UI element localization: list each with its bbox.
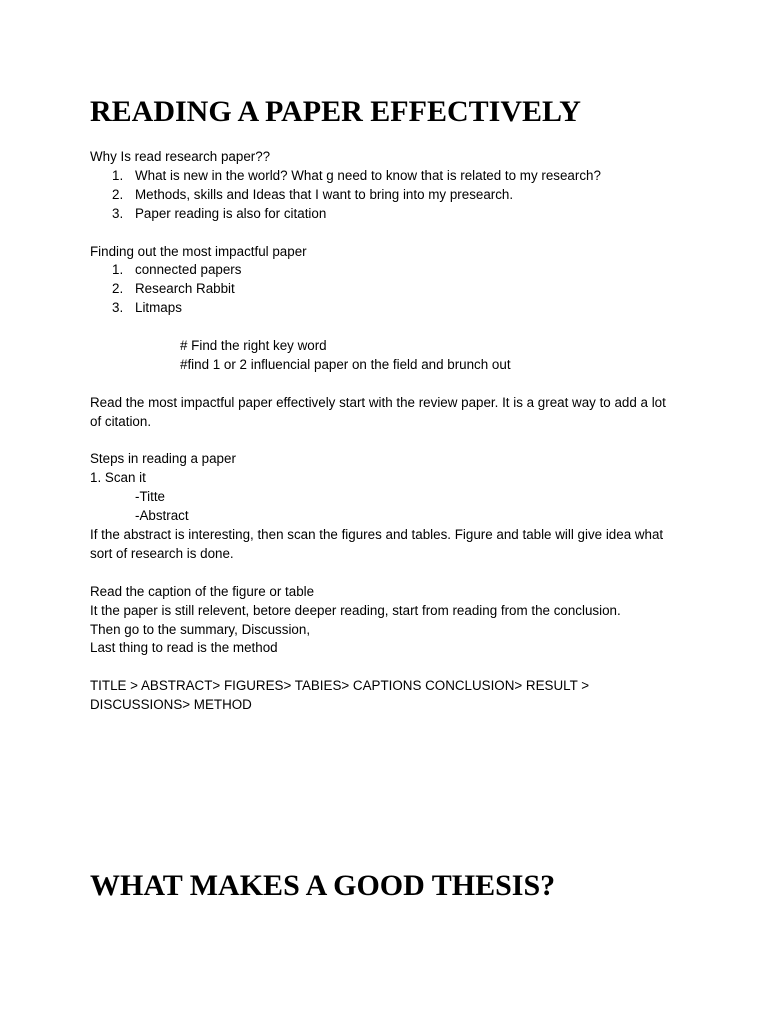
reading-order: TITLE > ABSTRACT> FIGURES> TABIES> CAPTIONS CONCLUSION> RESULT > DISCUSSIONS> METHOD bbox=[90, 678, 590, 713]
abstract-paragraph: If the abstract is interesting, then scan the figures and tables. Figure and table will give idea what sort of research is done. bbox=[90, 527, 664, 561]
why-section bbox=[90, 148, 690, 715]
finding-title: Finding out the most impactful paper bbox=[90, 243, 307, 259]
review-paragraph: Read the most impactful paper effectively start with the review paper. It is a great way to add a lot of citation. bbox=[90, 394, 666, 429]
steps-title: Steps in reading a paper bbox=[90, 451, 236, 467]
heading-reading-a-paper: READING A PAPER EFFECTIVELY bbox=[90, 95, 581, 128]
finding-note-keyword: # Find the right key word bbox=[180, 338, 327, 354]
list-item: 1. connected papers bbox=[112, 262, 242, 278]
caption-line-3: Then go to the summary, Discussion, bbox=[90, 621, 311, 637]
list-item: 2. Methods, skills and Ideas that I want to bring into my presearch. bbox=[112, 186, 514, 202]
caption-line-4: Last thing to read is the method bbox=[90, 640, 278, 656]
list-item: 1. What is new in the world? What g need to know that is related to my research? bbox=[112, 167, 601, 183]
caption-line-2: It the paper is still relevent, betore deeper reading, start from reading from the conclusion. bbox=[90, 602, 621, 618]
step-sub-abstract: -Abstract bbox=[135, 508, 189, 524]
document-body bbox=[90, 92, 690, 715]
finding-list bbox=[90, 261, 690, 318]
why-title: Why Is read research paper?? bbox=[90, 149, 271, 164]
caption-line-1: Read the caption of the figure or table bbox=[90, 583, 315, 599]
list-item: 3. Litmaps bbox=[112, 300, 182, 316]
heading-good-thesis: WHAT MAKES A GOOD THESIS? bbox=[90, 869, 556, 902]
why-list bbox=[90, 167, 690, 224]
list-item: 2. Research Rabbit bbox=[112, 281, 235, 297]
finding-note-influential: #find 1 or 2 influencial paper on the field and brunch out bbox=[180, 356, 511, 372]
step-scan: 1. Scan it bbox=[90, 470, 146, 486]
list-item: 3. Paper reading is also for citation bbox=[112, 205, 327, 221]
step-sub-title: -Titte bbox=[135, 489, 166, 505]
